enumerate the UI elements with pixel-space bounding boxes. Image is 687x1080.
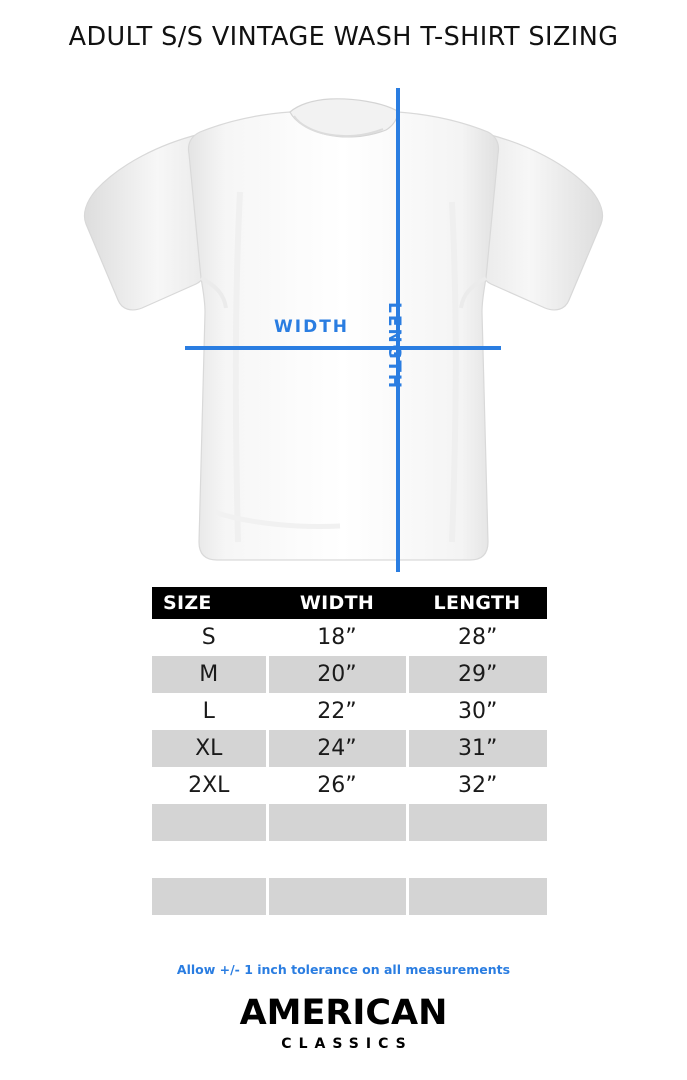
table-row: [152, 804, 547, 841]
cell-width: [267, 804, 407, 841]
shirt-diagram: [0, 72, 687, 572]
length-label: LENGTH: [384, 302, 404, 391]
table-row: [152, 767, 547, 804]
cell-length: 31”: [407, 730, 547, 767]
cell-length: [407, 878, 547, 915]
table-row: [152, 915, 547, 952]
column-header-size: SIZE: [152, 587, 267, 619]
tolerance-note: Allow +/- 1 inch tolerance on all measurements: [176, 962, 511, 977]
brand-name: AMERICAN: [239, 993, 448, 1033]
table-row: [152, 878, 547, 915]
cell-width: [267, 841, 407, 878]
cell-width: 22”: [267, 693, 407, 730]
cell-size: [152, 841, 267, 878]
cell-width: 24”: [267, 730, 407, 767]
table-row: [152, 693, 547, 730]
cell-size: L: [152, 693, 267, 730]
cell-width: 20”: [267, 656, 407, 693]
cell-length: 28”: [407, 619, 547, 656]
cell-length: [407, 915, 547, 952]
table-header-row: [152, 587, 547, 619]
cell-size: S: [152, 619, 267, 656]
cell-width: 26”: [267, 767, 407, 804]
cell-size: 2XL: [152, 767, 267, 804]
table-row: [152, 841, 547, 878]
table-row: [152, 619, 547, 656]
cell-length: [407, 804, 547, 841]
table-row: [152, 730, 547, 767]
width-label: WIDTH: [274, 317, 350, 337]
cell-length: 30”: [407, 693, 547, 730]
table-row: [152, 656, 547, 693]
cell-length: [407, 841, 547, 878]
cell-length: 29”: [407, 656, 547, 693]
cell-size: M: [152, 656, 267, 693]
cell-width: 18”: [267, 619, 407, 656]
cell-size: [152, 804, 267, 841]
width-measure-line: [185, 346, 501, 350]
column-header-width: WIDTH: [267, 587, 407, 619]
cell-length: 32”: [407, 767, 547, 804]
cell-width: [267, 878, 407, 915]
cell-size: [152, 878, 267, 915]
cell-size: XL: [152, 730, 267, 767]
size-chart-table: [152, 587, 547, 952]
page-title: ADULT S/S VINTAGE WASH T-SHIRT SIZING: [68, 22, 619, 52]
brand-subtitle: CLASSICS: [281, 1036, 413, 1052]
cell-size: [152, 915, 267, 952]
cell-width: [267, 915, 407, 952]
column-header-length: LENGTH: [407, 587, 547, 619]
